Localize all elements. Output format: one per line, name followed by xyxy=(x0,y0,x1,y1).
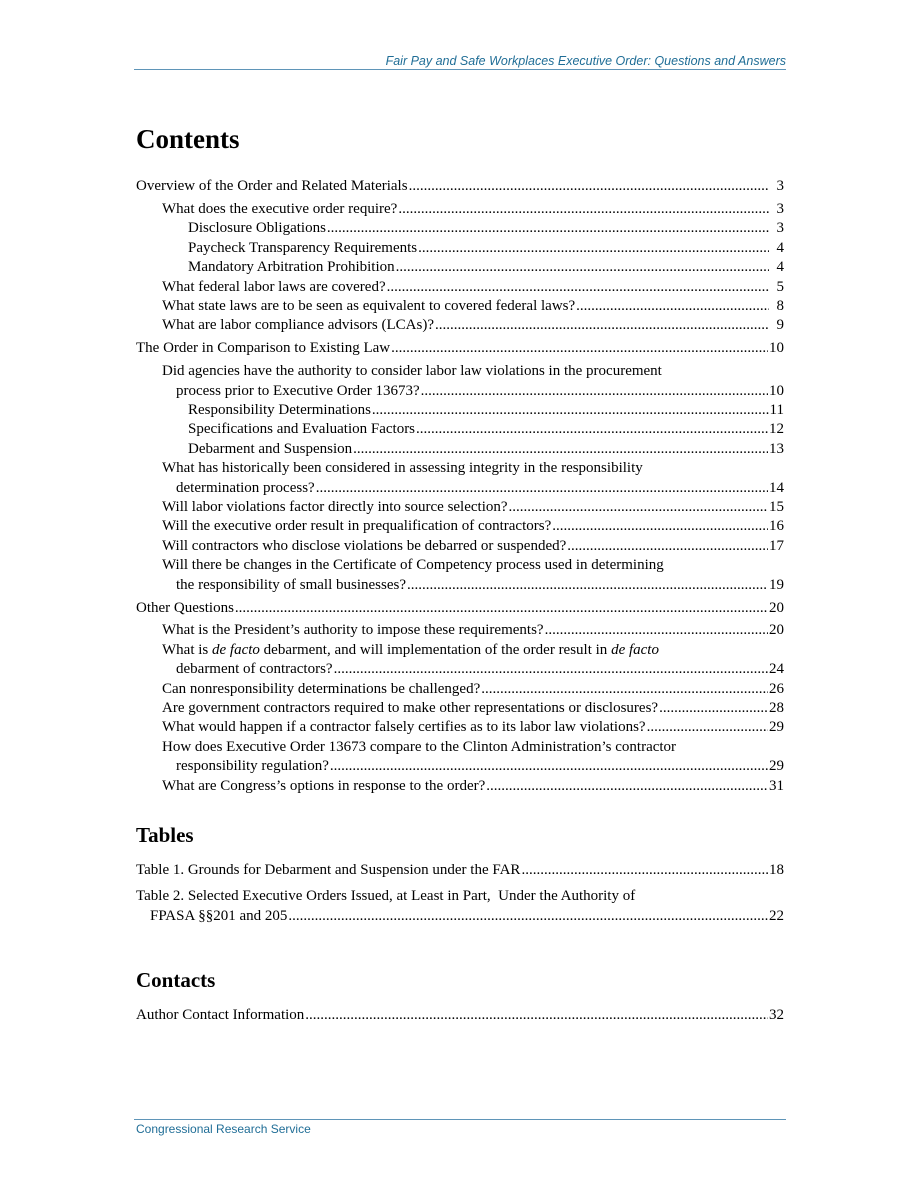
toc-entry[interactable]: Will labor violations factor directly into source selection? ..... 15 xyxy=(136,498,784,517)
toc-entry[interactable]: Will there be changes in the Certificate of Competency process used in determining the responsibility of small businesses? ..... 19 xyxy=(136,556,784,595)
toc-entry[interactable]: What state laws are to be seen as equivalent to covered federal laws? ..... 8 xyxy=(136,297,784,316)
toc-entry[interactable]: Will contractors who disclose violations be debarred or suspended? ..... 17 xyxy=(136,537,784,556)
table-entry-first-line: Table 2. Selected Executive Orders Issued, at Least in Part, Under the Authority of xyxy=(136,888,636,905)
contents-heading: Contents xyxy=(136,124,240,154)
toc-entry[interactable]: Disclosure Obligations ..... 3 xyxy=(136,219,784,238)
toc-entry[interactable]: Paycheck Transparency Requirements ..... 4 xyxy=(136,239,784,258)
contact-entry[interactable]: Author Contact Information ..... 32 xyxy=(136,1006,784,1025)
toc-entry[interactable]: Other Questions ..... 20 xyxy=(136,599,784,618)
toc-entry[interactable]: Are government contractors required to make other representations or disclosures? ..... 28 xyxy=(136,699,784,718)
toc-entry[interactable]: Can nonresponsibility determinations be challenged? ..... 26 xyxy=(136,680,784,699)
toc-entry[interactable]: Did agencies have the authority to consider labor law violations in the procurement process prior to Executive Order 13673? ..... 10 xyxy=(136,362,784,401)
toc-entry[interactable]: What are Congress’s options in response to the order? ..... 31 xyxy=(136,777,784,796)
toc-entry[interactable]: Will the executive order result in prequalification of contractors? ..... 16 xyxy=(136,517,784,536)
toc-entry[interactable]: Specifications and Evaluation Factors ..... 12 xyxy=(136,420,784,439)
toc-entry-first-line: Did agencies have the authority to consider labor law violations in the procurement xyxy=(162,363,662,380)
header-rule xyxy=(134,69,786,70)
toc-entry[interactable]: Mandatory Arbitration Prohibition ..... 4 xyxy=(136,258,784,277)
toc-entry[interactable]: What would happen if a contractor falsely certifies as to its labor law violations? ..... 29 xyxy=(136,718,784,737)
tables-list xyxy=(136,861,784,926)
running-header: Fair Pay and Safe Workplaces Executive Order: Questions and Answers xyxy=(385,54,786,68)
toc-entry[interactable]: Debarment and Suspension ..... 13 xyxy=(136,440,784,459)
toc-entry[interactable]: What is the President’s authority to impose these requirements? ..... 20 xyxy=(136,621,784,640)
toc-entry[interactable]: Responsibility Determinations ..... 11 xyxy=(136,401,784,420)
toc-entry-first-line: What has historically been considered in assessing integrity in the responsibility xyxy=(162,460,643,477)
table-entry[interactable]: Table 1. Grounds for Debarment and Suspension under the FAR ..... 18 xyxy=(136,861,784,880)
contents-list xyxy=(136,177,784,796)
table-entry[interactable]: Table 2. Selected Executive Orders Issued, at Least in Part, Under the Authority of FPASA §§201 and 205 ..... 22 xyxy=(136,887,784,926)
toc-entry[interactable]: What federal labor laws are covered? ..... 5 xyxy=(136,278,784,297)
contacts-heading: Contacts xyxy=(136,968,216,992)
toc-entry-first-line: How does Executive Order 13673 compare to the Clinton Administration’s contractor xyxy=(162,738,677,755)
contacts-list xyxy=(136,1006,784,1025)
toc-entry-first-line: Will there be changes in the Certificate of Competency process used in determining xyxy=(162,557,664,574)
toc-entry[interactable]: What is de facto debarment, and will implementation of the order result in de facto debarment of contractors? ..... 24 xyxy=(136,641,784,680)
footer-label: Congressional Research Service xyxy=(136,1122,311,1136)
toc-entry-first-line: What is de facto debarment, and will implementation of the order result in de facto xyxy=(162,641,659,658)
toc-entry[interactable]: The Order in Comparison to Existing Law ..... 10 xyxy=(136,339,784,358)
toc-entry[interactable]: How does Executive Order 13673 compare to the Clinton Administration’s contractor responsibility regulation? ..... 29 xyxy=(136,738,784,777)
footer-rule xyxy=(134,1119,786,1120)
toc-entry[interactable]: What has historically been considered in assessing integrity in the responsibility determination process? ..... 14 xyxy=(136,459,784,498)
tables-heading: Tables xyxy=(136,823,194,847)
toc-entry[interactable]: Overview of the Order and Related Materials ..... 3 xyxy=(136,177,784,196)
toc-entry[interactable]: What are labor compliance advisors (LCAs)? ..... 9 xyxy=(136,316,784,335)
toc-entry[interactable]: What does the executive order require? ..... 3 xyxy=(136,200,784,219)
